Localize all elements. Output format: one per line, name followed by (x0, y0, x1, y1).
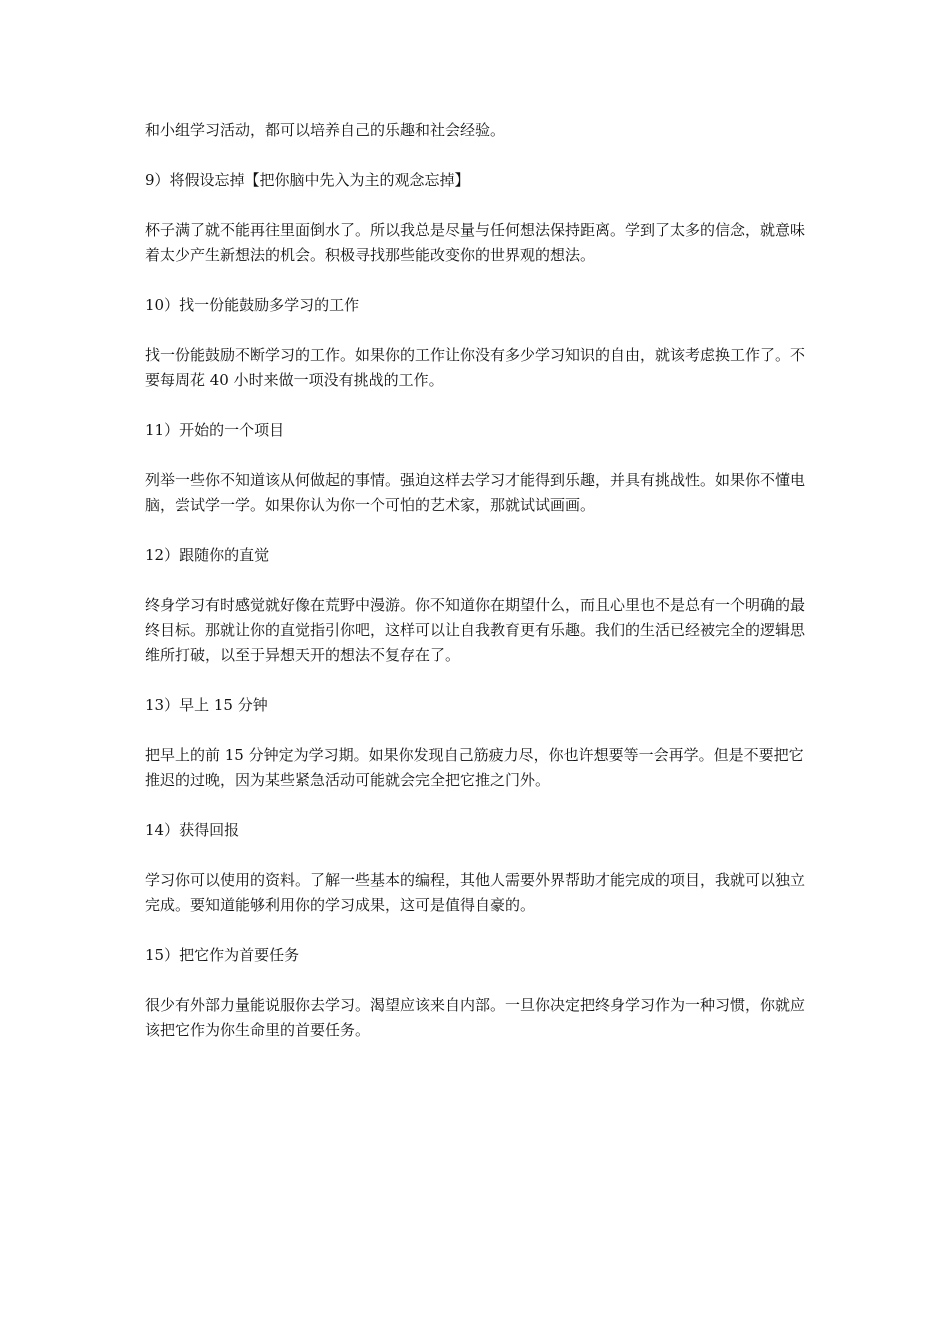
section-heading-15: 15）把它作为首要任务 (145, 946, 300, 964)
paragraph-9: 杯子满了就不能再往里面倒水了。所以我总是尽量与任何想法保持距离。学到了太多的信念，就意味着太少产生新想法的机会。积极寻找那些能改变你的世界观的想法。 (145, 221, 806, 264)
section-heading-11: 11）开始的一个项目 (145, 421, 285, 439)
paragraph-12: 终身学习有时感觉就好像在荒野中漫游。你不知道你在期望什么，而且心里也不是总有一个明确的最终目标。那就让你的直觉指引你吧，这样可以让自我教育更有乐趣。我们的生活已经被完全的逻辑思维所打破，以至于异想天开的想法不复存在了。 (145, 596, 806, 664)
section-heading-14: 14）获得回报 (145, 821, 240, 839)
paragraph-14: 学习你可以使用的资料。了解一些基本的编程，其他人需要外界帮助才能完成的项目，我就可以独立完成。要知道能够利用你的学习成果，这可是值得自豪的。 (145, 871, 806, 914)
paragraph-13: 把早上的前 15 分钟定为学习期。如果你发现自己筋疲力尽，你也许想要等一会再学。但是不要把它推迟的过晚，因为某些紧急活动可能就会完全把它推之门外。 (145, 746, 804, 789)
paragraph-10: 找一份能鼓励不断学习的工作。如果你的工作让你没有多少学习知识的自由，就该考虑换工作了。不要每周花 40 小时来做一项没有挑战的工作。 (145, 346, 806, 389)
section-heading-12: 12）跟随你的直觉 (145, 546, 270, 564)
paragraph-11: 列举一些你不知道该从何做起的事情。强迫这样去学习才能得到乐趣，并具有挑战性。如果你不懂电脑，尝试学一学。如果你认为你一个可怕的艺术家，那就试试画画。 (145, 471, 806, 514)
document-page (145, 118, 815, 1068)
paragraph-intro-continuation: 和小组学习活动，都可以培养自己的乐趣和社会经验。 (145, 121, 506, 139)
paragraph-15: 很少有外部力量能说服你去学习。渴望应该来自内部。一旦你决定把终身学习作为一种习惯，你就应该把它作为你生命里的首要任务。 (145, 996, 806, 1039)
section-heading-10: 10）找一份能鼓励多学习的工作 (145, 296, 360, 314)
section-heading-13: 13）早上 15 分钟 (145, 696, 268, 714)
section-heading-9: 9）将假设忘掉【把你脑中先入为主的观念忘掉】 (145, 171, 470, 189)
